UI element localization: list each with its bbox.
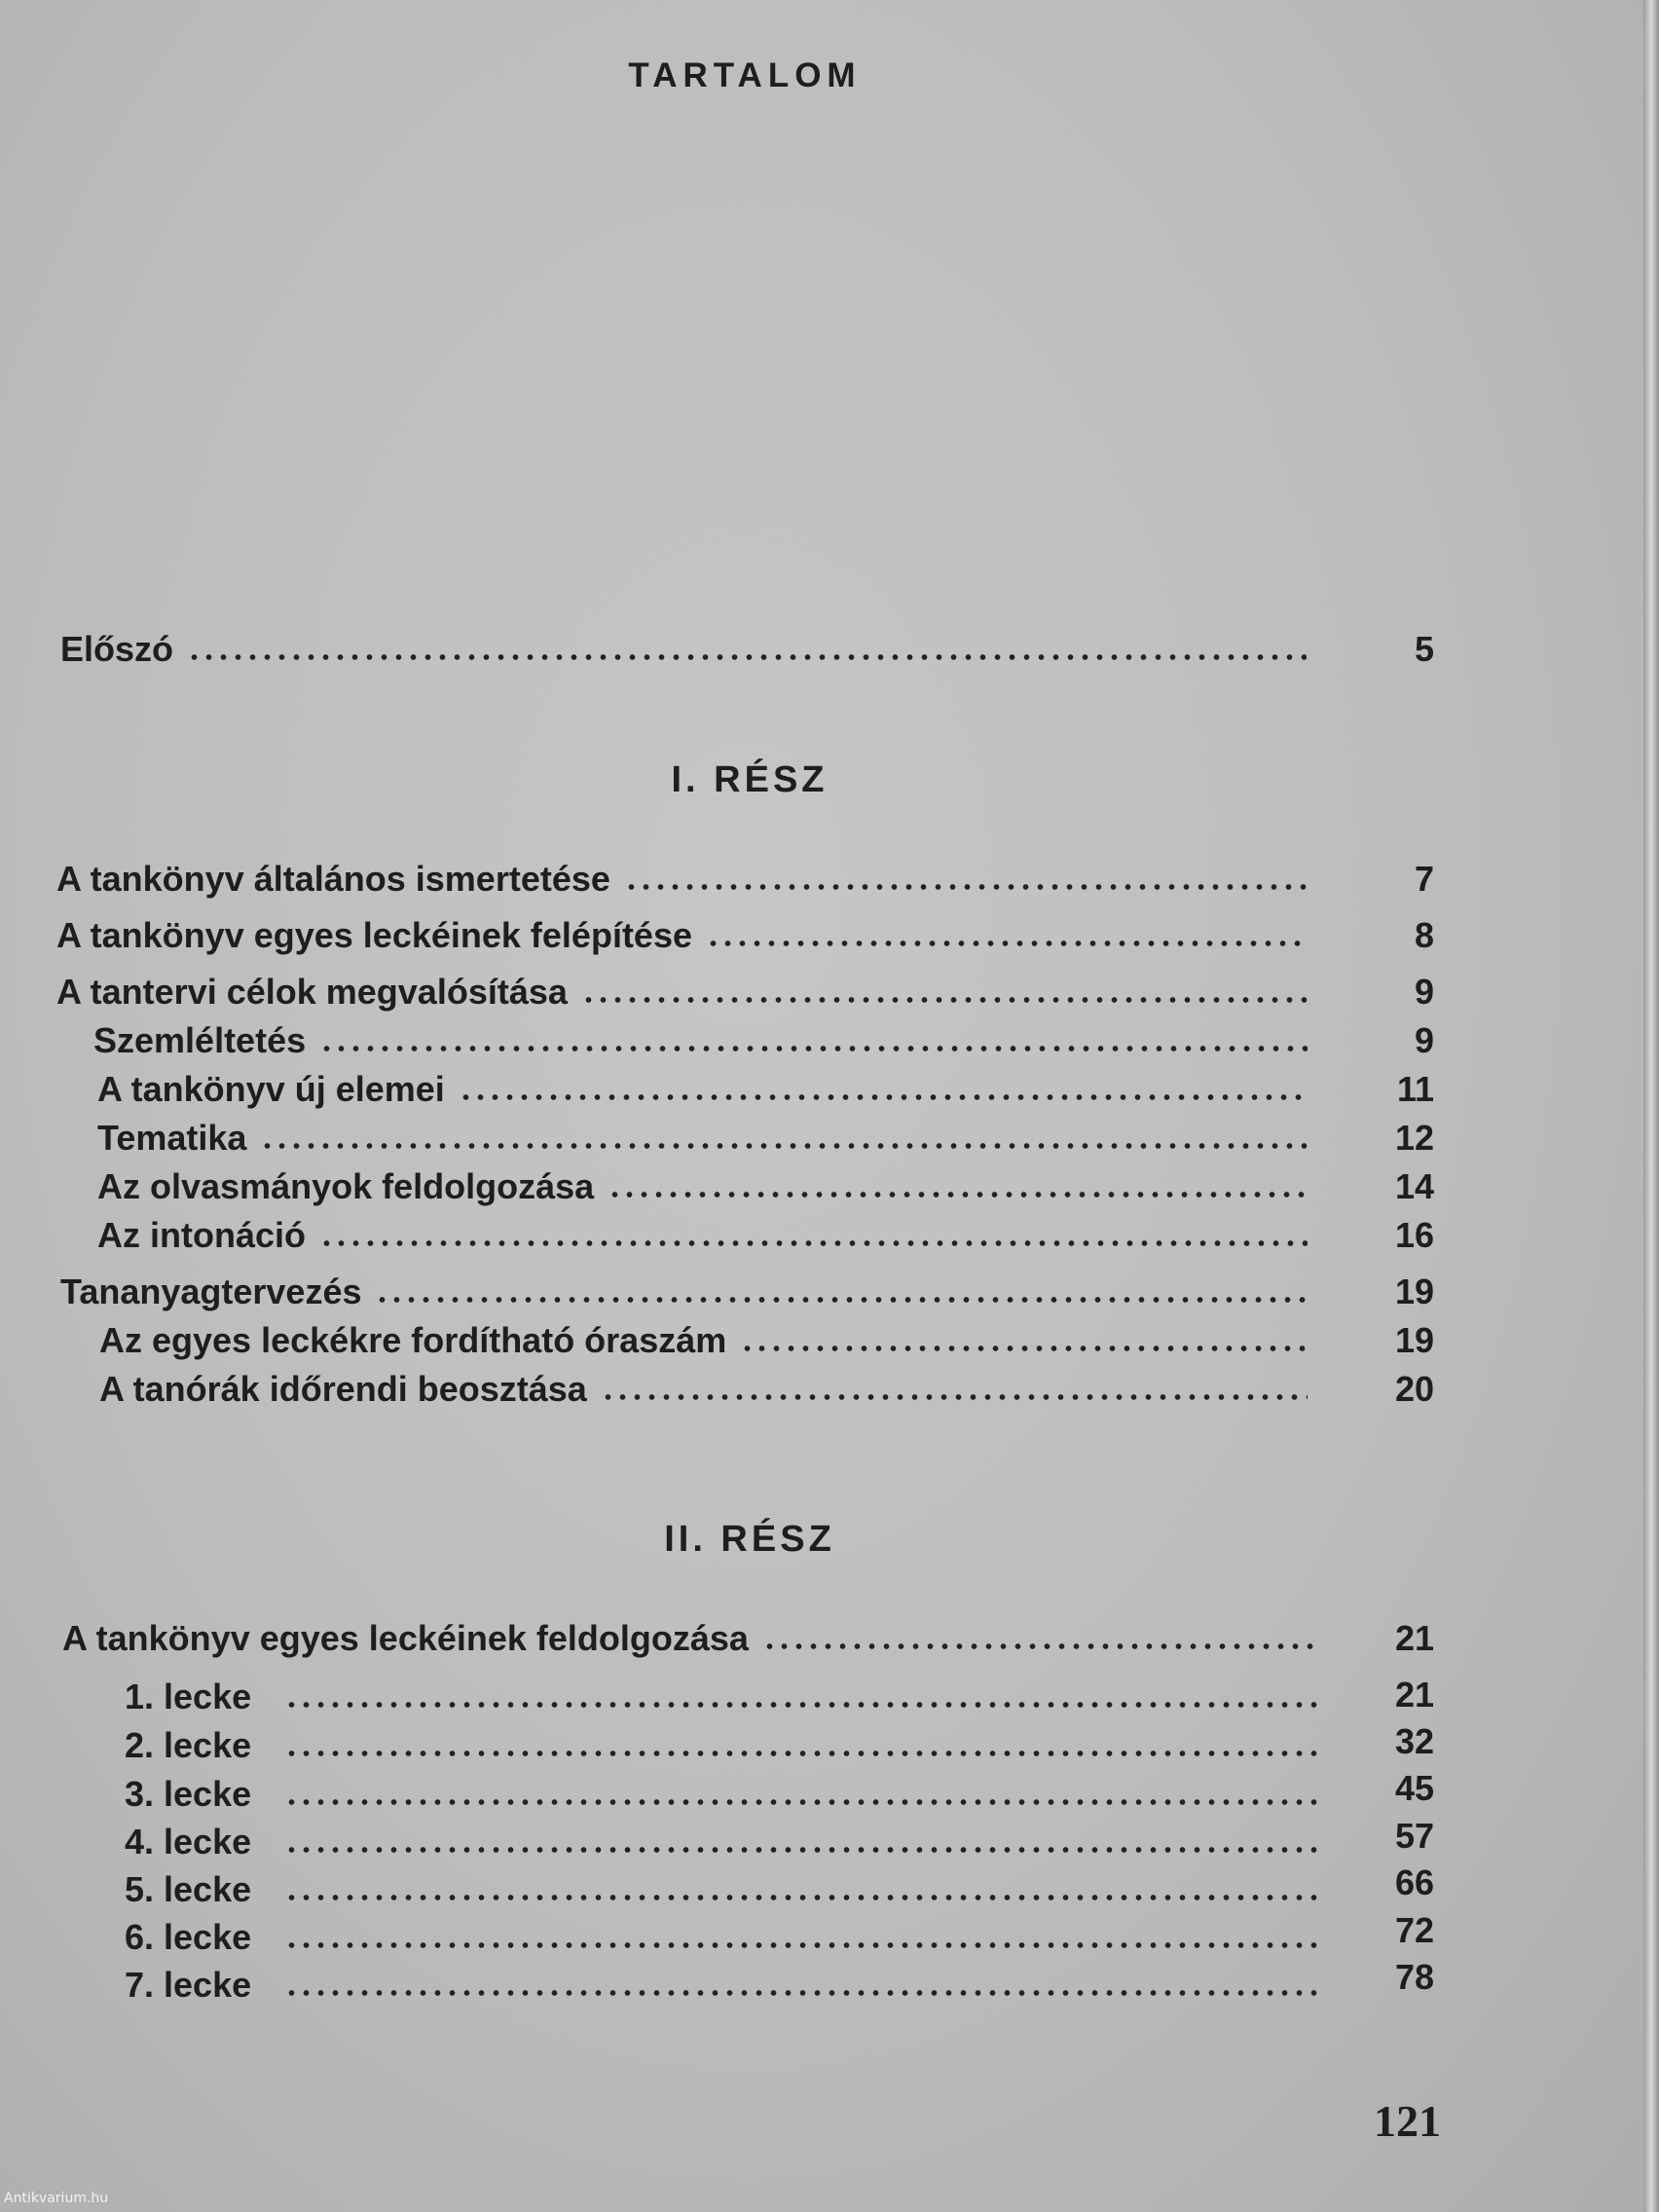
toc-entry-label: Az egyes leckékre fordítható óraszám	[99, 1320, 727, 1360]
toc-subentry	[125, 1965, 1317, 2009]
toc-subentry	[93, 1020, 1308, 1065]
toc-entry	[56, 972, 1308, 1016]
toc-page-number: 78	[1394, 1957, 1434, 1997]
toc-page-number: 11	[1396, 1069, 1434, 1109]
toc-entry	[62, 1618, 1317, 1663]
dot-leader	[319, 1239, 1308, 1247]
dot-leader	[706, 940, 1308, 947]
toc-entry-label: A tankönyv általános ismertetése	[56, 859, 610, 899]
dot-leader	[581, 996, 1308, 1004]
toc-entry-label: A tankönyv egyes leckéinek feldolgozása	[62, 1618, 749, 1658]
toc-subentry	[125, 1869, 1317, 1914]
toc-entry-label: Az intonáció	[97, 1215, 306, 1255]
dot-leader	[284, 1894, 1317, 1901]
toc-page-number: 72	[1394, 1910, 1434, 1950]
toc-entry-label: Tananyagtervezés	[60, 1272, 362, 1311]
toc-entry	[60, 1272, 1308, 1316]
page-spine-edge	[1643, 0, 1659, 2212]
toc-subentry	[97, 1069, 1308, 1114]
toc-subentry	[99, 1320, 1308, 1365]
dot-leader	[284, 1941, 1317, 1949]
toc-entry-preface	[60, 629, 1307, 674]
toc-entry-label: 2. lecke	[125, 1725, 252, 1765]
dot-leader	[284, 1701, 1317, 1709]
toc-page-number: 66	[1394, 1862, 1434, 1902]
toc-entry	[56, 859, 1308, 903]
toc-subentry	[97, 1118, 1308, 1162]
section-heading-part1: I. RÉSZ	[671, 759, 829, 800]
toc-entry-label: A tankönyv egyes leckéinek felépítése	[56, 915, 692, 955]
toc-page-number: 9	[1414, 1020, 1434, 1060]
toc-page-number: 32	[1394, 1721, 1434, 1761]
dot-leader	[375, 1296, 1308, 1304]
toc-subentry	[99, 1369, 1308, 1414]
toc-page-number: 21	[1394, 1618, 1434, 1658]
watermark: Antikvarium.hu	[4, 2191, 109, 2206]
toc-entry-label: 4. lecke	[125, 1822, 252, 1862]
page-number: 121	[1374, 2096, 1441, 2146]
toc-page-number: 12	[1394, 1118, 1434, 1158]
toc-entry-label: Előszó	[60, 629, 174, 669]
dot-leader	[260, 1142, 1308, 1150]
toc-entry-label: 5. lecke	[125, 1869, 252, 1909]
toc-subentry	[97, 1215, 1308, 1260]
toc-subentry	[125, 1677, 1317, 1721]
toc-page-number: 9	[1414, 972, 1434, 1012]
toc-entry-label: A tankönyv új elemei	[97, 1069, 445, 1109]
toc-entry	[56, 915, 1308, 960]
dot-leader	[284, 1989, 1317, 1997]
toc-page-number: 5	[1414, 629, 1434, 669]
toc-entry-label: 3. lecke	[125, 1774, 252, 1814]
toc-entry-label: 7. lecke	[125, 1965, 252, 2005]
toc-entry-label: Az olvasmányok feldolgozása	[97, 1166, 595, 1206]
toc-subentry	[125, 1822, 1317, 1866]
dot-leader	[762, 1642, 1317, 1650]
toc-entry-label: 6. lecke	[125, 1917, 252, 1957]
section-heading-part2: II. RÉSZ	[664, 1519, 835, 1560]
dot-leader	[740, 1345, 1308, 1352]
toc-page-number: 57	[1394, 1816, 1434, 1856]
dot-leader	[319, 1045, 1308, 1052]
toc-page-number: 45	[1394, 1768, 1434, 1808]
toc-page-number: 19	[1394, 1320, 1434, 1360]
dot-leader	[459, 1093, 1308, 1101]
toc-page-number: 19	[1394, 1272, 1434, 1311]
toc-page-number: 7	[1414, 859, 1434, 899]
dot-leader	[284, 1750, 1317, 1757]
toc-page-number: 8	[1414, 915, 1434, 955]
toc-entry-label: A tanórák időrendi beosztása	[99, 1369, 587, 1409]
dot-leader	[608, 1191, 1308, 1198]
toc-entry-label: Szemléltetés	[93, 1020, 307, 1060]
dot-leader	[601, 1393, 1308, 1401]
toc-page-number: 21	[1394, 1675, 1434, 1714]
toc-entry-label: 1. lecke	[125, 1677, 252, 1716]
dot-leader	[187, 653, 1307, 661]
toc-entry-label: A tantervi célok megvalósítása	[56, 972, 568, 1012]
toc-entry-label: Tematika	[97, 1118, 247, 1158]
dot-leader	[284, 1798, 1317, 1806]
toc-page-number: 20	[1394, 1369, 1434, 1409]
toc-page-number: 16	[1394, 1215, 1434, 1255]
toc-page-number: 14	[1394, 1166, 1434, 1206]
toc-subentry	[125, 1725, 1317, 1770]
dot-leader	[284, 1846, 1317, 1854]
toc-subentry	[125, 1917, 1317, 1962]
dot-leader	[624, 883, 1308, 891]
toc-subentry	[97, 1166, 1308, 1211]
page-title: TARTALOM	[628, 56, 862, 94]
toc-subentry	[125, 1774, 1317, 1819]
